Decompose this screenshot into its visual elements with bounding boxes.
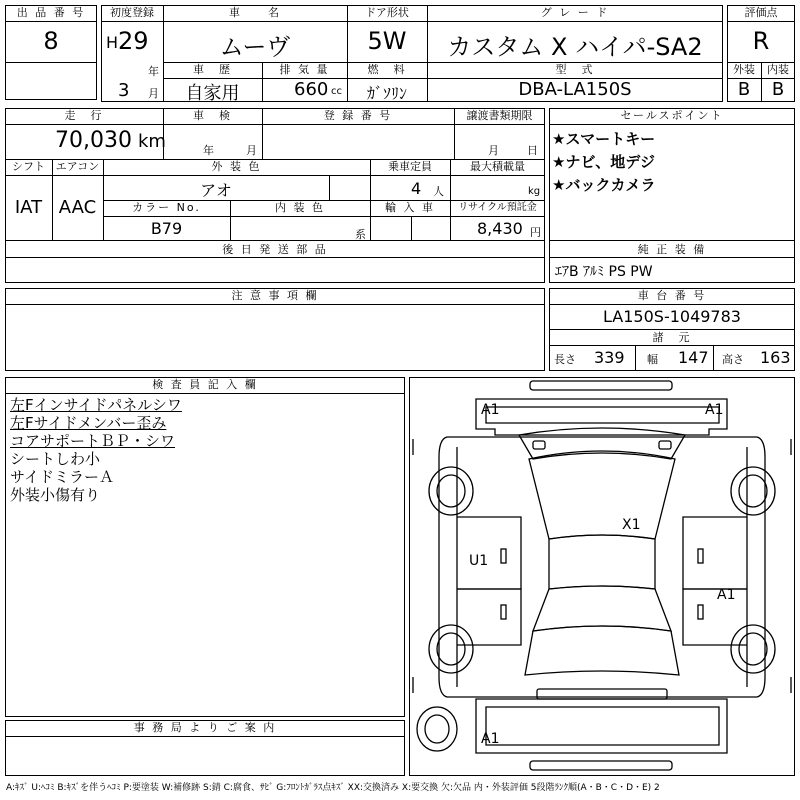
recycle-deposit-unit: 円 (530, 226, 541, 239)
interior-value: B (771, 79, 785, 100)
chassis-number-label: 車 台 番 号 (637, 289, 707, 302)
score-value: R (752, 27, 770, 55)
capacity-unit: 人 (433, 185, 444, 198)
door-value: 5W (367, 27, 407, 55)
inspector-note: 左Fインサイドパネルシワ (10, 396, 182, 414)
max-load-label: 最大積載量 (470, 160, 525, 173)
width-value: 147 (678, 348, 709, 367)
front-bumper (476, 399, 727, 435)
history-label: 車 歴 (193, 63, 232, 76)
chassis-number-value: LA150S-1049783 (603, 307, 741, 326)
exterior-value: B (737, 79, 751, 100)
lot-number-value: 8 (43, 27, 59, 55)
inspector-notes (10, 396, 400, 504)
shift-value: IAT (14, 197, 43, 218)
inspection-year-unit: 年 (203, 144, 214, 157)
capacity-label: 乗車定員 (388, 160, 432, 173)
roof-bar-top (530, 381, 672, 390)
height-label: 高さ (722, 353, 744, 366)
import-label: 輸 入 車 (385, 201, 435, 214)
year-value: 29 (118, 27, 149, 55)
inspector-note: サイドミラーＡ (10, 468, 114, 486)
first-registration-label: 初度登録 (110, 6, 154, 19)
car-name-value: ムーヴ (219, 33, 291, 61)
damage-mark: U1 (469, 553, 489, 569)
roof (549, 535, 655, 589)
wheel-front-right (731, 467, 775, 515)
mileage-value: 70,030 (55, 128, 132, 153)
fuel-label: 燃 料 (367, 63, 407, 76)
transfer-deadline-label: 譲渡書類期限 (466, 109, 533, 122)
inspection-month-unit: 月 (246, 144, 257, 157)
inspection-label: 車 検 (193, 109, 232, 122)
length-label: 長さ (554, 353, 576, 366)
recycle-deposit-value: 8,430 (477, 219, 523, 238)
inspector-note: シートしわ小 (10, 450, 101, 468)
sales-point-item: ★ナビ、地デジ (552, 153, 655, 171)
damage-mark: A1 (481, 402, 500, 418)
recycle-deposit-label: リサイクル預託金 (458, 202, 537, 213)
height-value: 163 (760, 348, 791, 367)
wheel-rear-left (429, 625, 473, 673)
damage-mark: A1 (705, 402, 724, 418)
damage-mark: X1 (622, 517, 641, 533)
history-value: 自家用 (185, 83, 240, 104)
damage-mark: A1 (717, 587, 736, 603)
mileage-label: 走 行 (64, 109, 104, 122)
mileage-unit: km (138, 131, 166, 152)
fuel-value: ｶﾞｿﾘﾝ (366, 84, 407, 103)
sales-point-item: ★バックカメラ (552, 176, 656, 194)
grade-label: グ レ ー ド (540, 6, 610, 19)
wheel-rear-right (731, 625, 775, 673)
exterior-color-label: 外 装 色 (211, 160, 262, 173)
hood (519, 428, 685, 459)
interior-color-label: 内 装 色 (275, 201, 325, 214)
displacement-value: 660 (294, 79, 329, 100)
later-parts-label: 後 日 発 送 部 品 (222, 243, 328, 256)
transfer-day-unit: 日 (527, 144, 538, 157)
inspector-note: 外装小傷有り (10, 486, 101, 504)
wheel-front-left (429, 467, 473, 515)
color-number-value: B79 (150, 219, 183, 238)
shift-label: シフト (12, 160, 45, 173)
grade-value: カスタム X ハイパ-SA2 (447, 33, 703, 61)
model-label: 型 式 (555, 63, 595, 76)
door-label: ドア形状 (365, 6, 409, 19)
exterior-label: 外装 (733, 63, 755, 76)
office-label: 事 務 局 よ り ご 案 内 (133, 721, 277, 734)
rear-door-left (457, 589, 521, 645)
front-door-left (457, 517, 521, 589)
hatch (525, 626, 679, 675)
sales-point-item: ★スマートキー (552, 130, 656, 148)
length-value: 339 (594, 348, 625, 367)
color-number-label: カラー No. (132, 201, 201, 214)
aircon-label: エアコン (55, 160, 100, 173)
capacity-value: 4 (411, 179, 422, 198)
interior-color-suffix: 系 (355, 228, 366, 241)
front-door-right (683, 517, 747, 589)
era-value: H (106, 33, 119, 52)
genuine-equipment-value: ｴｱB ｱﾙﾐ PS PW (555, 264, 653, 280)
front-bumper-inner (486, 407, 719, 423)
inspector-label: 検 査 員 記 入 欄 (152, 378, 258, 391)
specs-label: 諸 元 (652, 331, 692, 344)
rear-door-right (683, 589, 747, 645)
rear-glass (533, 586, 671, 631)
inspector-note: コアサポートＢＰ・シワ (10, 432, 176, 450)
car-diagram (409, 377, 795, 776)
score-label: 評価点 (744, 6, 778, 19)
displacement-label: 排 気 量 (279, 63, 330, 76)
year-unit: 年 (148, 65, 159, 78)
damage-mark: A1 (481, 731, 500, 747)
aircon-value: AAC (58, 197, 97, 218)
car-name-label: 車 名 (229, 6, 281, 19)
inspector-note: 左Fサイドメンバー歪み (10, 414, 167, 432)
windshield (529, 451, 675, 539)
legend-footer: A:ｷｽﾞ U:ﾍｺﾐ B:ｷｽﾞを伴うﾍｺﾐ P:要塗装 W:補修跡 S:錆 C:腐食、ｻﾋﾞ G:ﾌﾛﾝﾄｶﾞﾗｽ点ｷｽﾞ XX:交換済み X:要交換 欠:欠品 内・外装評価 5段階ﾗﾝｸ順(A・B・C・D・E) 2 (6, 783, 660, 793)
exterior-color-value: アオ (200, 181, 232, 200)
roof-bar-bottom (530, 761, 672, 770)
registration-number-label: 登 録 番 号 (323, 109, 393, 122)
interior-label: 内装 (767, 63, 789, 76)
displacement-unit: cc (331, 86, 342, 97)
month-value: 3 (118, 80, 130, 101)
lot-number-label: 出 品 番 号 (16, 6, 86, 19)
spare-wheel (417, 707, 457, 751)
sales-point-label: セールスポイント (620, 109, 724, 122)
genuine-equipment-label: 純 正 装 備 (637, 243, 707, 256)
model-value: DBA-LA150S (518, 79, 632, 100)
month-unit: 月 (148, 87, 159, 100)
width-label: 幅 (647, 353, 658, 366)
caution-label: 注 意 事 項 欄 (231, 289, 319, 302)
transfer-month-unit: 月 (488, 144, 499, 157)
max-load-unit: kg (528, 186, 541, 197)
